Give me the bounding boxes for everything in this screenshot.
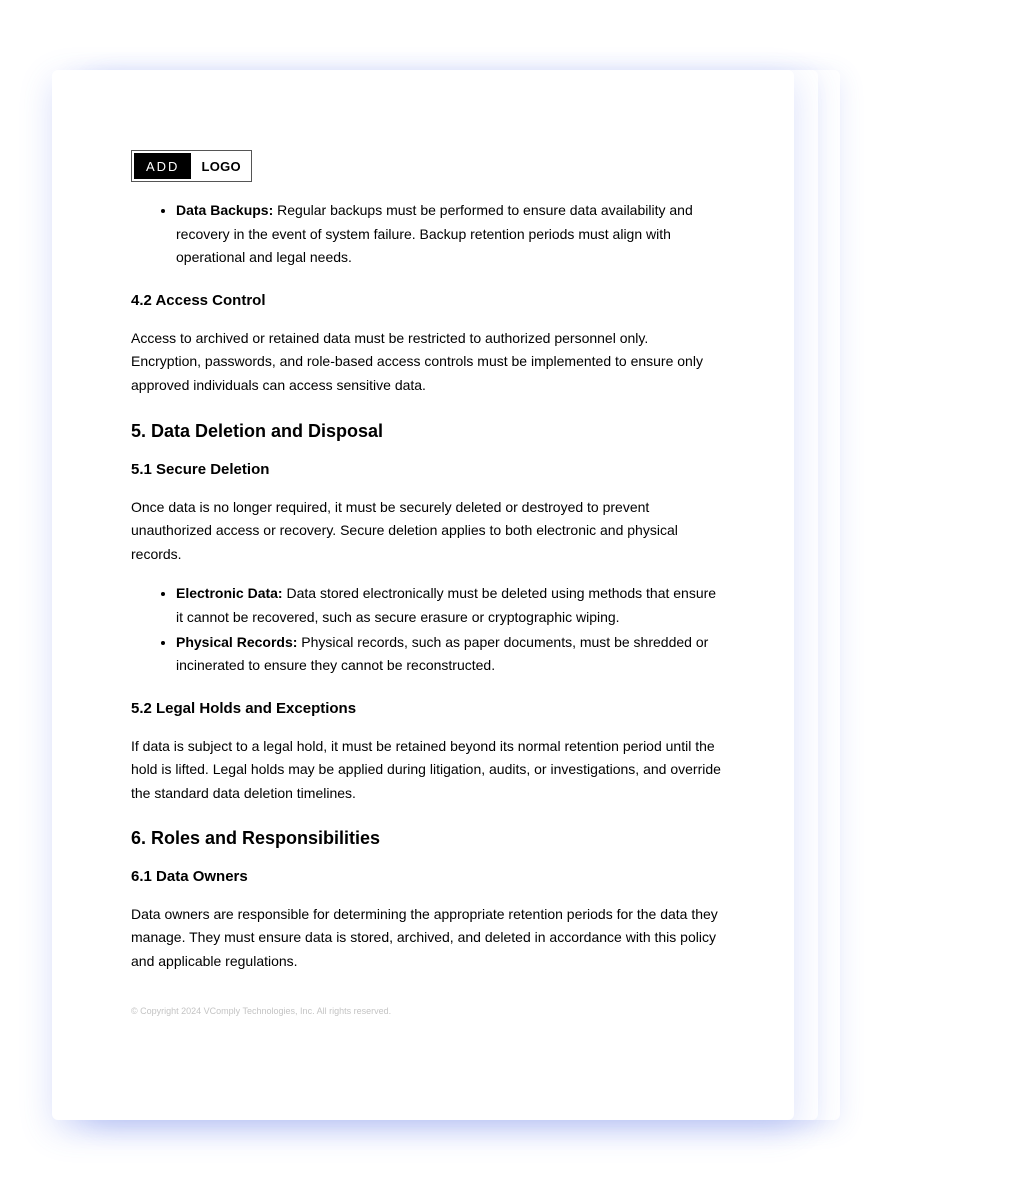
bullet-text: Regular backups must be performed to ensure data availability and recovery in the event of system failure. Backup retention periods must align with operational and legal needs. <box>176 202 693 266</box>
logo-text: LOGO <box>201 158 241 174</box>
paragraph-5-1: Once data is no longer required, it must be securely deleted or destroyed to prevent unauthorized access or recovery. Secure deletion applies to both electronic and physical records. <box>131 498 678 562</box>
logo-add-text: ADD <box>134 153 191 179</box>
heading-6: 6. Roles and Responsibilities <box>131 827 381 848</box>
heading-6-1: 6.1 Data Owners <box>131 867 248 885</box>
list-item-data-backups <box>176 199 721 270</box>
bullet-text: Data stored electronically must be deleted using methods that ensure it cannot be recovered, such as secure erasure or cryptographic wiping. <box>176 585 717 625</box>
paragraph-6-1: Data owners are responsible for determining the appropriate retention periods for the data they manage. They must ensure data is stored, archived, and deleted in accordance with this policy and applicable regulations. <box>131 905 718 969</box>
bullet-label: Physical Records: <box>176 633 298 650</box>
bullet-label: Electronic Data: <box>176 585 283 602</box>
paragraph-5-2: If data is subject to a legal hold, it must be retained beyond its normal retention period until the hold is lifted. Legal holds may be applied during litigation, audits, or investigations, and override the standard data deletion timelines. <box>131 737 721 801</box>
heading-5-1: 5.1 Secure Deletion <box>131 460 270 478</box>
document-page <box>52 70 794 1120</box>
bullet-label: Data Backups: <box>176 202 274 218</box>
page-content <box>131 150 721 1017</box>
heading-4-2: 4.2 Access Control <box>131 291 266 309</box>
heading-5-2: 5.2 Legal Holds and Exceptions <box>131 699 357 717</box>
copyright-footer: © Copyright 2024 VComply Technologies, Inc. All rights reserved. <box>131 1006 392 1017</box>
heading-5: 5. Data Deletion and Disposal <box>131 420 384 441</box>
paragraph-4-2: Access to archived or retained data must be restricted to authorized personnel only. Encryption, passwords, and role-based access controls must be implemented to ensure only approved individuals can access sensitive data. <box>131 329 703 393</box>
deletion-bullet-list <box>131 582 721 677</box>
list-item-electronic-data <box>176 582 721 629</box>
backup-bullet-list <box>131 199 721 270</box>
logo-placeholder <box>131 150 252 182</box>
bullet-text: Physical records, such as paper documents, must be shredded or incinerated to ensure they cannot be reconstructed. <box>176 633 709 674</box>
list-item-physical-records <box>176 631 721 678</box>
